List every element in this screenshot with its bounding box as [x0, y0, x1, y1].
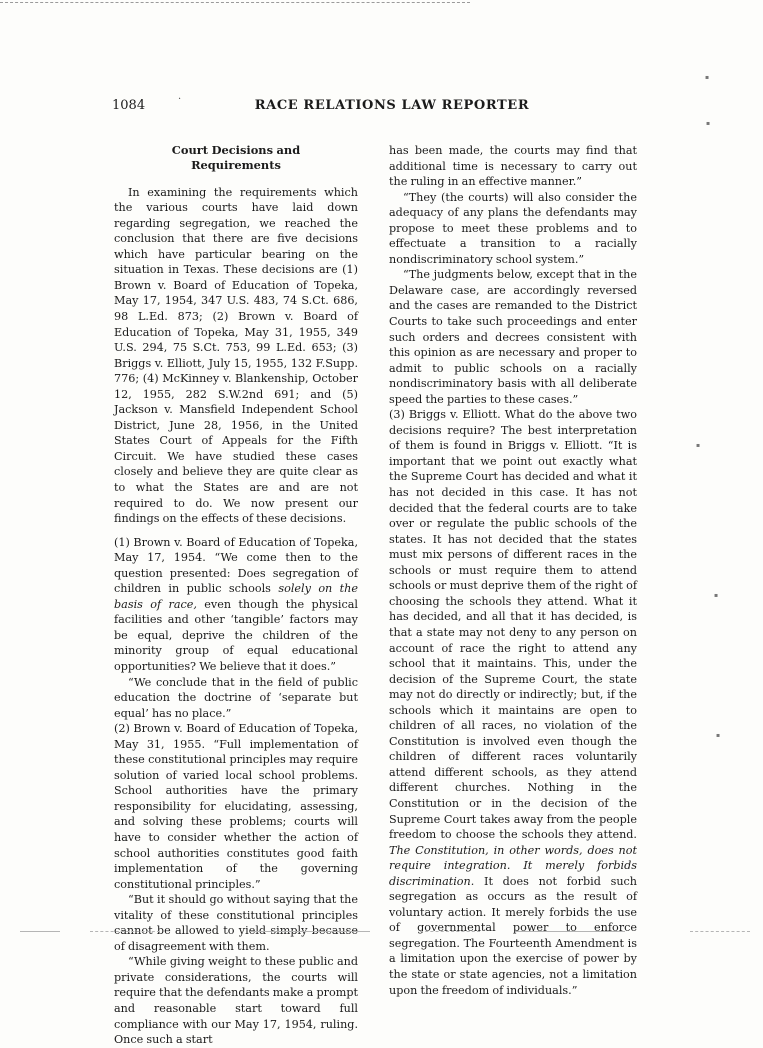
running-title: RACE RELATIONS LAW REPORTER: [254, 98, 530, 113]
intro-paragraph: In examining the requirements which the various courts have laid down regarding segregation, we reached the conclusion that there are five decisions which have particular bearing on the situation in Texas. These decisions are (1) Brown v. Board of Education of Topeka, May 17, 1954, 347 U.S. 483, 74 S.Ct. 686, 98 L.Ed. 873; (2) Brown v. Board of Education of Topeka, May 31, 1955, 349 U.S. 294, 75 S.Ct. 753, 99 L.Ed. 653; (3) Briggs v. Elliott, July 15, 1955, 132 F.Supp. 776; (4) McKinney v. Blankenship, October 12, 1955, 282 S.W.2nd 691; and (5) Jackson v. Mansfield Independent School District, June 28, 1956, in the United States Court of Appeals for the Fifth Circuit. We have studied these cases closely and believe they are quite clear as to what the States are and are not required to do. We now present our findings on the effects of these decisions.: [114, 185, 358, 526]
scan-speck: ▪: [714, 592, 719, 599]
brown-1954-conclusion: “We conclude that in the field of public education the doctrine of ‘separate but equal’ has no place.”: [114, 675, 358, 720]
brown-1954-paragraph: [114, 535, 358, 675]
left-column: [114, 143, 358, 1048]
continued-paragraph: has been made, the courts may find that additional time is necessary to carry out the ruling in an effective manner.”: [389, 144, 637, 189]
section-heading: [114, 143, 358, 173]
right-column: [389, 143, 637, 998]
section-heading-line2: Requirements: [191, 157, 281, 172]
page-number: 1084: [112, 98, 146, 113]
brown-1955-but-paragraph: “But it should go without saying that the vitality of these constitutional principles cannot be allowed to yield simply because of disagreement with them.: [114, 893, 358, 953]
scan-edge-bottom: [90, 931, 160, 932]
briggs-emphasis: The Constitution, in other words, does not require integration. It merely forbids discrimination.: [389, 843, 637, 888]
scan-speck: ▪: [716, 732, 721, 739]
brown-1955-while-paragraph: “While giving weight to these public and private considerations, the courts will require that the defendants make a prompt and reasonable start toward full compliance with our May 17, 1954, ruling. Once such a start: [114, 955, 358, 1047]
scan-edge-top: [0, 2, 470, 3]
judgments-paragraph: “The judgments below, except that in the Delaware case, are accordingly reversed and the cases are remanded to the District Courts to take such proceedings and enter such orders and decrees consistent with this opinion as are necessary and proper to admit to public schools on a racially nondiscriminatory basis with all deliberate speed the parties to these cases.”: [389, 268, 637, 406]
scan-edge-bottom: [515, 931, 625, 932]
they-paragraph: “They (the courts) will also consider the adequacy of any plans the defendants may propose to meet these problems and to effectuate a transition to a racially nondiscriminatory school system.”: [389, 190, 637, 266]
brown-1955-paragraph: (2) Brown v. Board of Education of Topeka, May 31, 1955. “Full implementation of these constitutional principles may require solution of varied local school problems. School authorities have the primary responsibility for elucidating, assessing, and solving these problems; courts will have to consider whether the action of school authorities constitutes good faith implementation of the governing constitutional principles.”: [114, 722, 358, 891]
scan-speck: ▪: [706, 120, 711, 127]
briggs-text-a: (3) Briggs v. Elliott. What do the above two decisions require? The best interpretation of them is found in Briggs v. Elliott. “It is important that we point out exactly what the Supreme Court has decided and what it has not decided in this case. It has not decided that the federal courts are to take over or regulate the public schools of the states. It has not decided that the states must mix persons of different races in the schools or must require them to attend schools or must deprive them of the right of choosing the schools they attend. What it has decided, and all that it has decided, is that a state may not deny to any person on account of race the right to attend any school that it maintains. This, under the decision of the Supreme Court, the state may not do directly or indirectly; but, if the schools which it maintains are open to children of all races, no violation of the Constitution is involved even though the children of different races voluntarily attend different schools, as they attend different churches. Nothing in the Constitution or in the decision of the Supreme Court takes away from the people freedom to choose the schools they attend.: [389, 408, 637, 842]
scan-speck: ▪: [705, 74, 710, 81]
scan-edge-bottom: [20, 931, 60, 932]
scan-speck: ▪: [696, 442, 701, 449]
briggs-paragraph: [389, 407, 637, 998]
page-header: [112, 94, 672, 118]
brown-1954-emphasis: solely on the basis of race,: [114, 582, 358, 611]
brown-1954-text-b: even though the physical facilities and other ‘tangible’ factors may be equal, deprive the children of the minority group of equal educational opportunities? We believe that it does.”: [114, 597, 358, 673]
brown-1954-text-a: (1) Brown v. Board of Education of Topeka, May 17, 1954. “We come then to the question presented: Does segregation of children in public schools: [114, 535, 358, 596]
briggs-text-b: It does not forbid such segregation as occurs as the result of voluntary action. It merely forbids the use of governmental power to enforce segregation. The Fourteenth Amendment is a limitation upon the exercise of power by the state or state agencies, not a limitation upon the freedom of individuals.”: [389, 874, 637, 997]
scan-edge-bottom: [250, 931, 370, 932]
section-heading-line1: Court Decisions and: [171, 143, 301, 157]
header-speck: ·: [178, 94, 182, 105]
scan-edge-bottom: [690, 931, 750, 932]
scan-edge-bottom: [420, 931, 480, 932]
